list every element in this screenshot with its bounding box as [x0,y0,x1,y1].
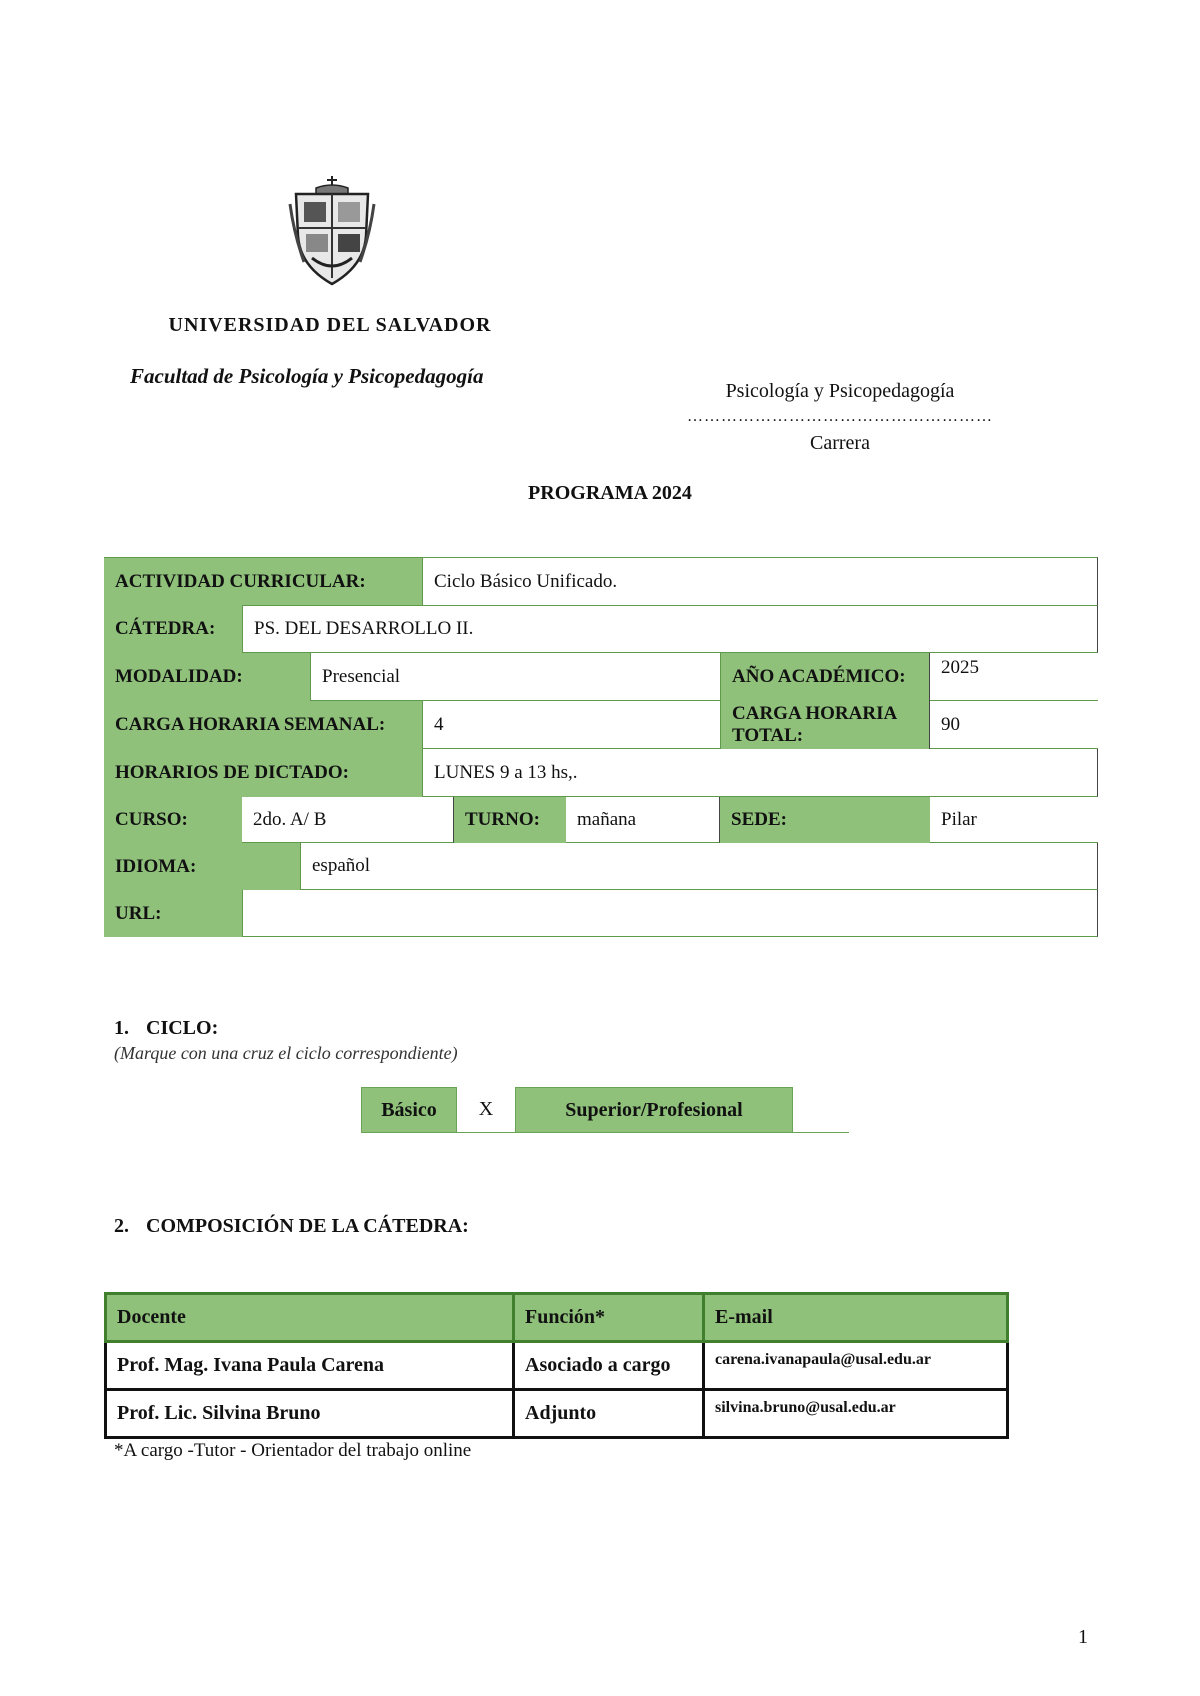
email-cell: silvina.bruno@usal.edu.ar [704,1390,1008,1438]
funcion-cell: Adjunto [514,1390,704,1438]
catedra-value: PS. DEL DESARROLLO II. [242,605,1098,653]
turno-value: mañana [566,797,720,843]
url-label: URL: [104,890,242,937]
curso-label: CURSO: [104,797,242,843]
horarios-value: LUNES 9 a 13 hs,. [422,749,1098,797]
program-title: PROGRAMA 2024 [528,482,692,504]
carga-semanal-value: 4 [422,701,720,749]
table-footnote: *A cargo -Tutor - Orientador del trabajo online [114,1440,472,1461]
career-dotted-line: ……………………………………………… [687,408,993,425]
ciclo-superior-mark[interactable] [793,1087,849,1133]
idioma-value: español [300,843,1098,890]
career-name: Psicología y Psicopedagogía [725,380,955,402]
modalidad-label: MODALIDAD: [104,653,310,701]
actividad-value: Ciclo Básico Unificado. [422,557,1098,605]
anio-label: AÑO ACADÉMICO: [720,653,930,701]
email-cell: carena.ivanapaula@usal.edu.ar [704,1342,1008,1390]
ciclo-heading-text: CICLO: [146,1017,219,1039]
funcion-cell: Asociado a cargo [514,1342,704,1390]
curso-value: 2do. A/ B [242,797,454,843]
catedra-label: CÁTEDRA: [104,605,242,653]
table-row [106,1342,1008,1390]
docentes-table [104,1292,1009,1439]
ciclo-basico-label: Básico [361,1087,457,1133]
table-header-row [106,1294,1008,1342]
ciclo-note: (Marque con una cruz el ciclo correspondiente) [114,1043,458,1063]
composicion-heading-text: COMPOSICIÓN DE LA CÁTEDRA: [146,1215,469,1237]
table-row [106,1390,1008,1438]
composicion-heading [114,1215,469,1238]
ciclo-basico-mark[interactable]: X [457,1087,515,1133]
url-value [242,890,1098,937]
modalidad-value: Presencial [310,653,720,701]
university-crest [286,174,378,290]
sede-value: Pilar [930,797,1098,843]
ciclo-heading-number: 1. [114,1017,129,1039]
career-label: Carrera [810,432,870,454]
faculty-name: Facultad de Psicología y Psicopedagogía [130,364,484,388]
composicion-heading-number: 2. [114,1215,129,1237]
column-header-docente: Docente [106,1294,514,1342]
actividad-label: ACTIVIDAD CURRICULAR: [104,557,422,605]
docente-cell: Prof. Mag. Ivana Paula Carena [106,1342,514,1390]
ciclo-heading [114,1017,218,1040]
carga-total-value: 90 [930,701,1098,749]
column-header-funcion: Función* [514,1294,704,1342]
sede-label: SEDE: [720,797,930,843]
anio-value: 2025 [930,653,1098,701]
carga-semanal-label: CARGA HORARIA SEMANAL: [104,701,422,749]
column-header-email: E-mail [704,1294,1008,1342]
ciclo-superior-label: Superior/Profesional [515,1087,793,1133]
horarios-label: HORARIOS DE DICTADO: [104,749,422,797]
carga-total-label: CARGA HORARIA TOTAL: [720,701,930,749]
idioma-label: IDIOMA: [104,843,300,890]
crest-shield-icon [286,174,378,290]
docente-cell: Prof. Lic. Silvina Bruno [106,1390,514,1438]
page-number: 1 [1078,1626,1088,1648]
turno-label: TURNO: [454,797,566,843]
university-name: UNIVERSIDAD DEL SALVADOR [168,314,492,336]
